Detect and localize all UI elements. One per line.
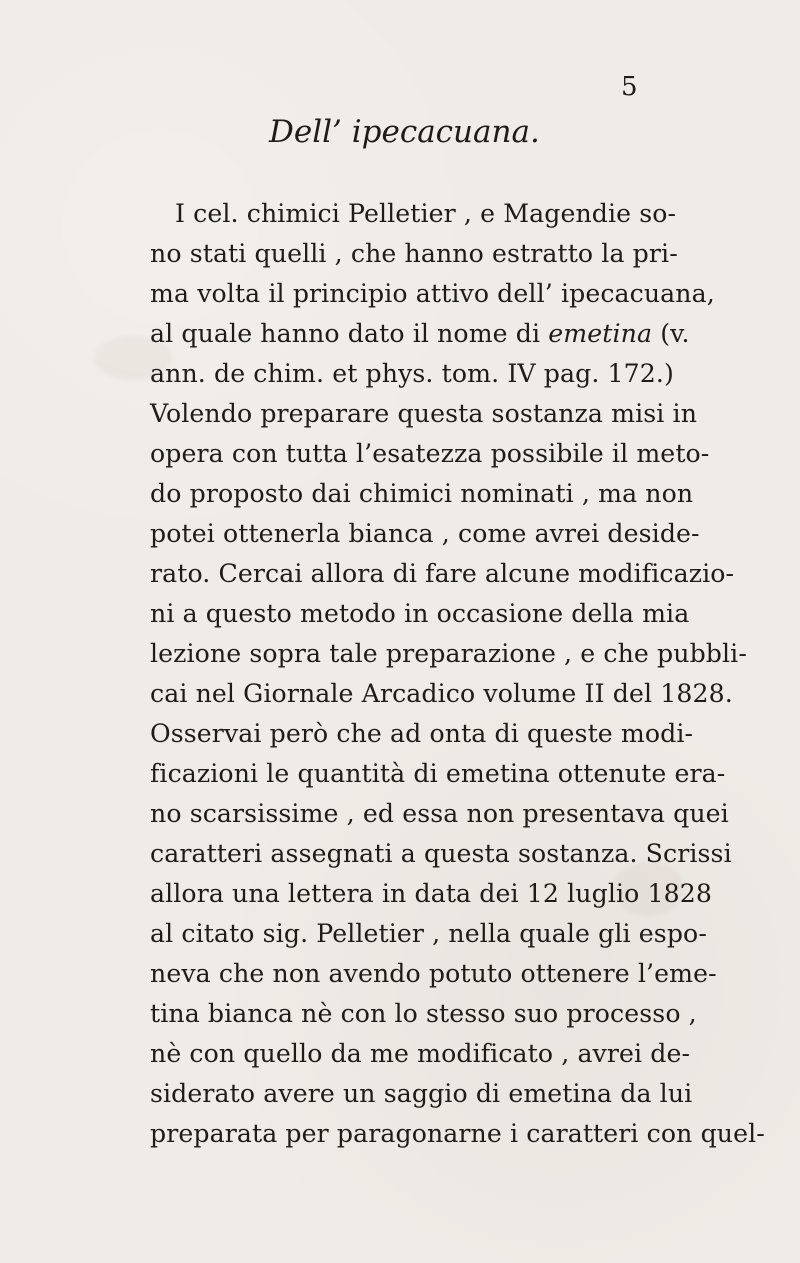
text-line-18: allora una lettera in data dei 12 luglio 1828 (150, 879, 712, 908)
text-line-8: do proposto dai chimici nominati , ma non (150, 479, 694, 508)
page-number: 5 (621, 72, 638, 102)
text-line-19: al citato sig. Pelletier , nella quale gli espo- (150, 919, 707, 948)
running-title: Dell’ ipecacuana. (269, 114, 540, 150)
text-line-11: ni a questo metodo in occasione della mia (150, 599, 690, 628)
text-line-16: no scarsissime , ed essa non presentava quei (150, 799, 729, 828)
text-line-1: I cel. chimici Pelletier , e Magendie so- (175, 199, 677, 228)
text-line-22: nè con quello da me modificato , avrei de- (150, 1039, 691, 1068)
text-line-4 (150, 314, 690, 354)
text-line-3: ma volta il principio attivo dell’ ipecacuana, (150, 279, 715, 308)
text-line-23: siderato avere un saggio di emetina da lui (150, 1079, 693, 1108)
text-line-10: rato. Cercai allora di fare alcune modificazio- (150, 559, 735, 588)
text-line-2: no stati quelli , che hanno estratto la pri- (150, 239, 678, 268)
text-line-14: Osservai però che ad onta di queste modi- (150, 719, 694, 748)
text-line-15: ficazioni le quantità di emetina ottenute era- (150, 759, 726, 788)
text-line-4-suffix: (v. (652, 319, 690, 348)
text-line-5: ann. de chim. et phys. tom. IV pag. 172.) (150, 359, 674, 388)
text-line-17: caratteri assegnati a questa sostanza. Scrissi (150, 839, 732, 868)
text-line-9: potei ottenerla bianca , come avrei deside- (150, 519, 700, 548)
text-line-7: opera con tutta l’esatezza possibile il meto- (150, 439, 710, 468)
emetina-italic: emetina (548, 319, 653, 348)
text-line-6: Volendo preparare questa sostanza misi in (150, 399, 698, 428)
text-line-13: cai nel Giornale Arcadico volume II del 1828. (150, 679, 733, 708)
text-line-4-prefix: al quale hanno dato il nome di (150, 319, 549, 348)
text-line-20: neva che non avendo potuto ottenere l’eme- (150, 959, 717, 988)
text-line-21: tina bianca nè con lo stesso suo processo , (150, 999, 697, 1028)
text-line-24: preparata per paragonarne i caratteri con quel- (150, 1119, 765, 1148)
text-line-12: lezione sopra tale preparazione , e che pubbli- (150, 639, 747, 668)
